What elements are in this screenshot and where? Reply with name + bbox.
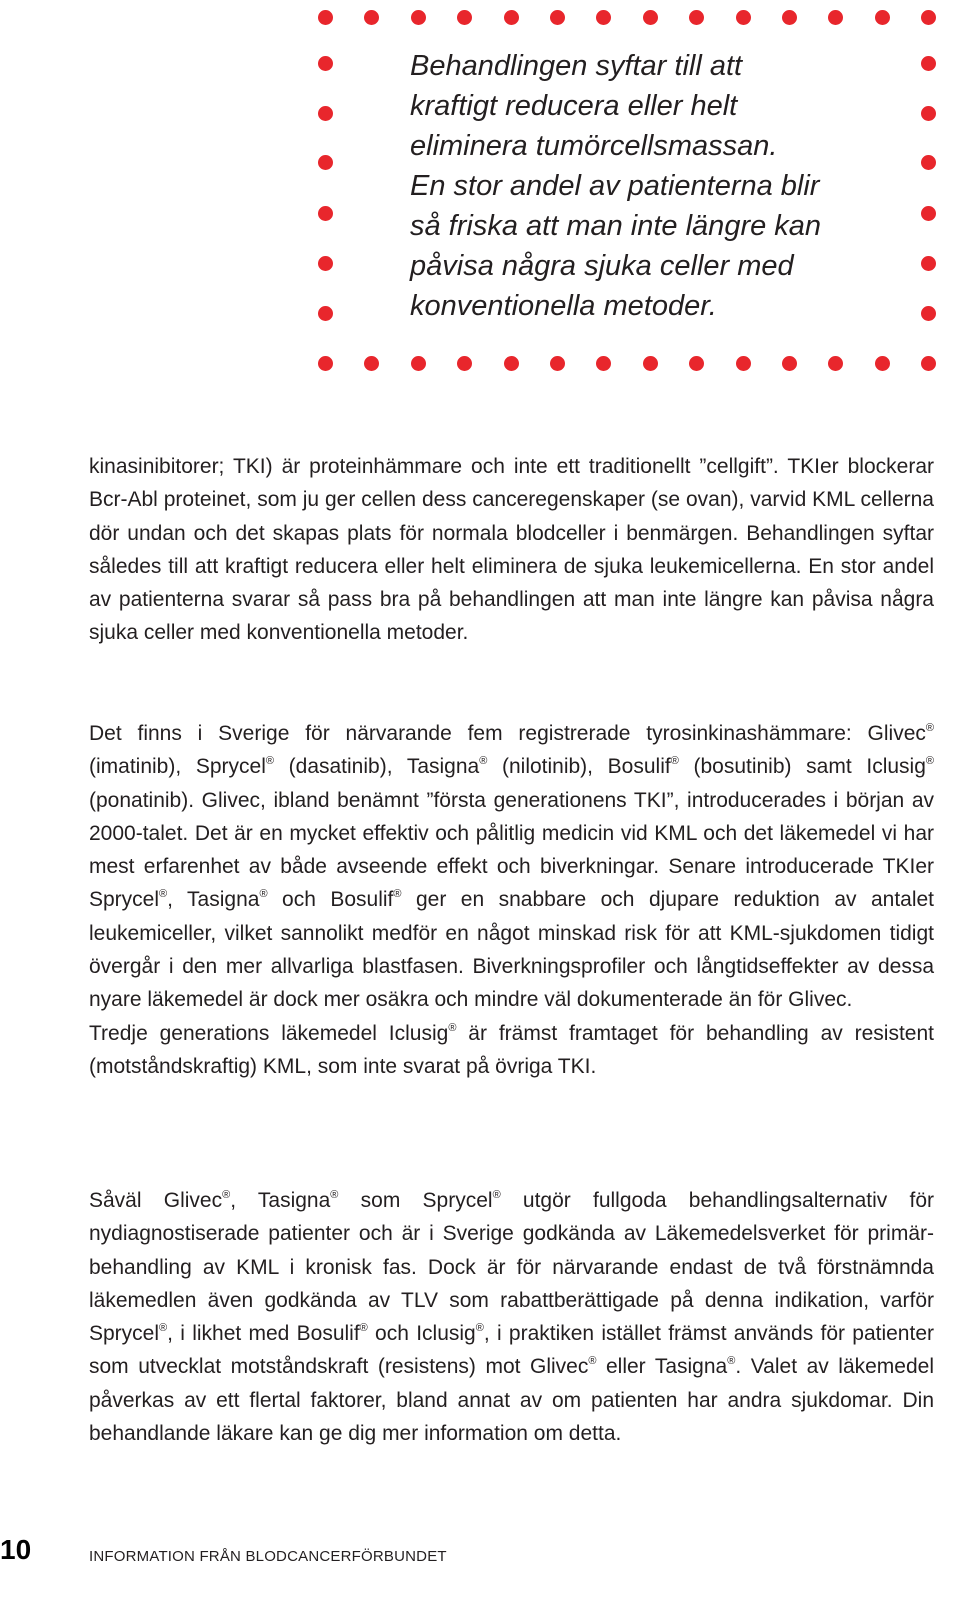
frame-dot	[550, 10, 565, 25]
frame-dot	[596, 10, 611, 25]
frame-dot	[689, 356, 704, 371]
frame-dot	[921, 306, 936, 321]
quote-line: eliminera tumörcellsmassan.	[410, 130, 778, 162]
frame-dot	[318, 56, 333, 71]
frame-dot	[550, 356, 565, 371]
frame-dot	[364, 10, 379, 25]
frame-dot	[318, 256, 333, 271]
frame-dot	[643, 10, 658, 25]
frame-dot	[875, 10, 890, 25]
frame-dot	[318, 306, 333, 321]
frame-dot	[921, 206, 936, 221]
page-number: 10	[0, 1534, 32, 1565]
frame-dot	[504, 356, 519, 371]
frame-dot	[828, 356, 843, 371]
paragraph-text: Såväl Glivec®, Tasigna® som Sprycel® utgör fullgoda behandlingsalternativ för nydiagnostiserade patienter och är i Sverige godkända av Läkemedelsverket för primär-behandling av KML i kronisk fas. Dock är för närvarande endast de två förstnämnda läkemedlen även godkända av TLV som rabattberättigade på denna indikation, varför Sprycel®, i likhet med Bosulif® och Iclusig®, i praktiken istället främst används för patienter som utvecklat motståndskraft (resistens) mot Glivec® eller Tasigna®. Valet av läkemedel påverkas av ett flertal faktorer, bland annat av om patienten har andra sjukdomar. Din behandlande läkare kan ge dig mer information om detta.	[89, 1189, 935, 1446]
quote-line: konventionella metoder.	[410, 290, 717, 322]
frame-dot	[411, 10, 426, 25]
frame-dot	[364, 356, 379, 371]
frame-dot	[318, 155, 333, 170]
body-paragraph-1	[89, 450, 934, 650]
frame-dot	[318, 356, 333, 371]
frame-dot	[318, 106, 333, 121]
frame-dot	[921, 356, 936, 371]
paragraph-text: Tredje generations läkemedel Iclusig® är främst framtaget för behandling av resistent (motståndskraftig) KML, som inte svarat på övriga TKI.	[89, 1021, 934, 1078]
frame-dot	[318, 206, 333, 221]
body-paragraph-3	[89, 1184, 934, 1450]
frame-dot	[504, 10, 519, 25]
frame-dot	[875, 356, 890, 371]
paragraph-text: Det finns i Sverige för närvarande fem registrerade tyrosinkinashämmare: Glivec® (imatinib), Sprycel® (dasatinib), Tasigna® (nilotinib), Bosulif® (bosutinib) samt Iclusig® (ponatinib). Glivec, ibland benämnt ”första generationens TKI”, introducerades i början av 2000-talet. Det är en mycket effektiv och pålitlig medicin vid KML och det läkemedel vi har mest erfarenhet av både avseende effekt och biverkningar. Senare introducerade TKIer Sprycel®, Tasigna® och Bosulif® ger en snabbare och djupare reduktion av antalet leukemiceller, vilket sannolikt medför en något minskad risk för att KML-sjukdomen tidigt övergår i den mer allvarliga blastfasen. Biverkningsprofiler och långtidseffekter av dessa nyare läkemedel är dock mer osäkra och mindre väl dokumenterade än för Glivec.	[89, 722, 935, 1012]
publisher-footer: INFORMATION FRÅN BLODCANCERFÖRBUNDET	[89, 1548, 447, 1565]
quote-line: Behandlingen syftar till att	[410, 50, 743, 82]
quote-line: En stor andel av patienterna blir	[410, 170, 820, 202]
frame-dot	[643, 356, 658, 371]
frame-dot	[782, 10, 797, 25]
frame-dot	[457, 356, 472, 371]
quote-line: påvisa några sjuka celler med	[410, 250, 794, 282]
frame-dot	[782, 356, 797, 371]
frame-dot	[921, 56, 936, 71]
frame-dot	[689, 10, 704, 25]
frame-dot	[921, 10, 936, 25]
frame-dot	[828, 10, 843, 25]
frame-dot	[411, 356, 426, 371]
pull-quote	[410, 46, 920, 326]
body-paragraph-2	[89, 717, 934, 1083]
frame-dot	[736, 356, 751, 371]
paragraph-text: kinasinibitorer; TKI) är proteinhämmare och inte ett traditionellt ”cellgift”. TKIer blockerar Bcr-Abl proteinet, som ju ger cellen dess canceregenskaper (se ovan), varvid KML cellerna dör undan och det skapas plats för normala blodceller i benmärgen. Behandlingen syftar således till att kraftigt reducera eller helt eliminera de sjuka leukemicellerna. En stor andel av patienterna svarar så pass bra på behandlingen att man inte längre kan påvisa några sjuka celler med konventionella metoder.	[89, 455, 934, 645]
frame-dot	[596, 356, 611, 371]
frame-dot	[921, 155, 936, 170]
frame-dot	[736, 10, 751, 25]
quote-line: kraftigt reducera eller helt	[410, 90, 738, 122]
frame-dot	[921, 256, 936, 271]
frame-dot	[318, 10, 333, 25]
frame-dot	[457, 10, 472, 25]
frame-dot	[921, 106, 936, 121]
quote-line: så friska att man inte längre kan	[410, 210, 822, 242]
